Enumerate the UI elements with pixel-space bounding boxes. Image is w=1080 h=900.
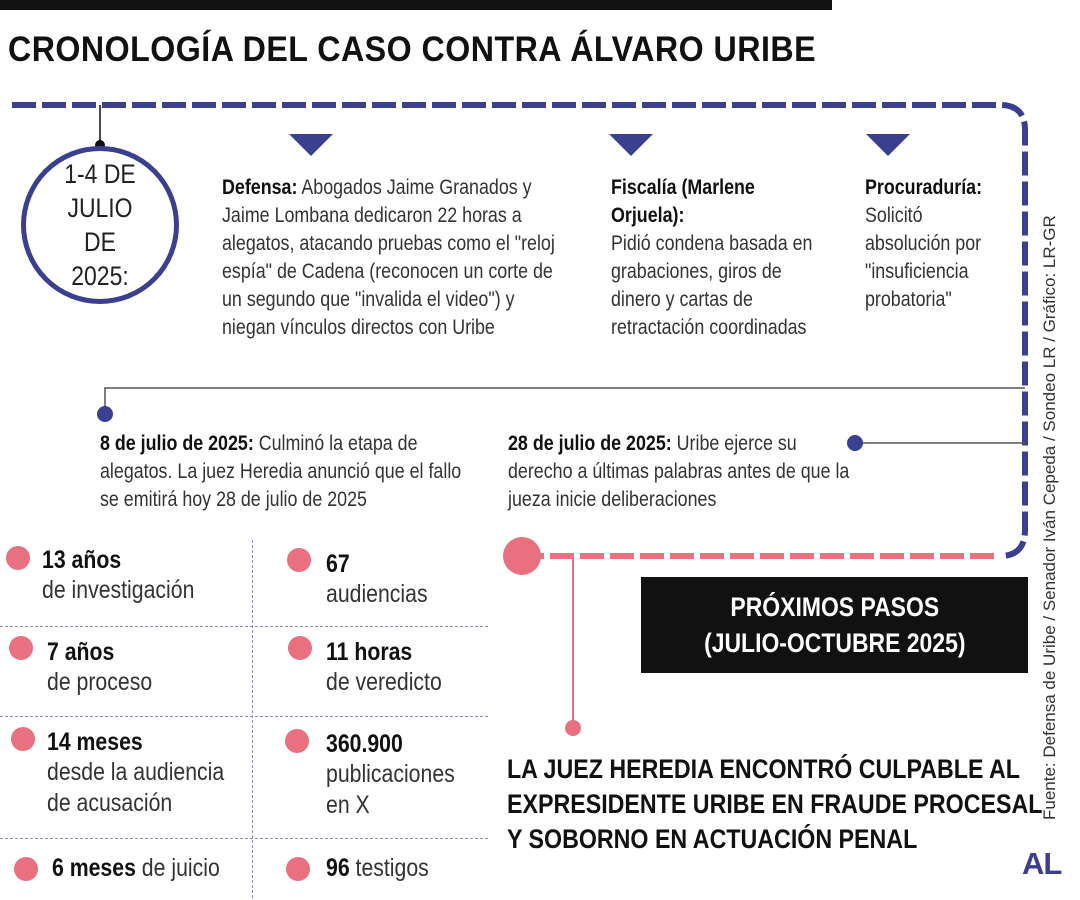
stat-6-meses xyxy=(52,853,220,884)
fiscalia-line: Pidió condena basada en xyxy=(611,232,813,255)
defensa-label: Defensa: xyxy=(222,176,298,199)
stat-67 xyxy=(326,550,428,610)
page-title: CRONOLOGÍA DEL CASO CONTRA ÁLVARO URIBE xyxy=(8,30,817,69)
stat-360900 xyxy=(326,730,455,821)
timeline-pink-node xyxy=(503,537,541,575)
defensa-block xyxy=(222,174,579,342)
pointer-triangle-defensa xyxy=(289,134,333,156)
verdict-line: LA JUEZ HEREDIA ENCONTRÓ CULPABLE AL xyxy=(507,754,1021,784)
stat-96 xyxy=(326,853,429,884)
fiscalia-block xyxy=(611,174,849,342)
stat-label: desde la audiencia xyxy=(47,758,225,786)
stats-divider xyxy=(0,716,488,717)
julio8-line: se emitirá hoy 28 de julio de 2025 xyxy=(100,488,367,511)
pointer-triangle-fiscalia xyxy=(609,134,653,156)
al-logo: AL xyxy=(1022,846,1062,881)
julio28-label: 28 de julio de 2025: xyxy=(508,432,672,455)
julio28-line: Uribe ejerce su xyxy=(671,432,797,455)
stat-14-meses xyxy=(47,728,224,819)
stat-label: publicaciones xyxy=(326,760,455,788)
verdict-headline xyxy=(507,752,1042,857)
verdict-line: Y SOBORNO EN ACTUACIÓN PENAL xyxy=(507,824,918,854)
defensa-line: alegatos, atacando pruebas como el "reloj xyxy=(222,232,555,255)
fiscalia-line: grabaciones, giros de xyxy=(611,260,782,283)
stat-bullet xyxy=(286,857,310,881)
stat-bullet xyxy=(9,636,33,660)
julio28-block xyxy=(508,430,857,514)
stats-divider-vertical xyxy=(252,540,253,898)
procuraduria-line: probatoria" xyxy=(865,288,952,311)
stat-label: de veredicto xyxy=(326,668,442,696)
stat-label: de proceso xyxy=(47,668,153,696)
stats-divider xyxy=(0,626,488,627)
verdict-pink-dot xyxy=(565,720,581,736)
source-credit: Fuente: Defensa de Uribe / Senador Iván Cepeda / Sondeo LR / Gráfico: LR-GR xyxy=(1040,215,1059,820)
verdict-line: EXPRESIDENTE URIBE EN FRAUDE PROCESAL xyxy=(507,789,1043,819)
stat-number: 14 meses xyxy=(47,728,143,756)
procuraduria-line: absolución por xyxy=(865,232,982,255)
stat-bullet xyxy=(285,729,309,753)
defensa-line: espía" de Cadena (reconocen un corte de xyxy=(222,260,553,283)
next-steps-box xyxy=(641,577,1028,673)
stat-bullet xyxy=(287,548,311,572)
fiscalia-line: retractación coordinadas xyxy=(611,316,807,339)
procuraduria-block xyxy=(865,174,1027,314)
stat-bullet xyxy=(11,727,35,751)
stat-label: testigos xyxy=(349,854,429,882)
fiscalia-label: Orjuela): xyxy=(611,204,685,227)
date-circle-line2: JULIO DE xyxy=(67,193,133,257)
stat-label: de juicio xyxy=(135,854,220,882)
next-steps-line2: (JULIO-OCTUBRE 2025) xyxy=(703,628,966,658)
date-circle-line3: 2025: xyxy=(71,261,129,291)
stat-bullet xyxy=(14,857,38,881)
stat-bullet xyxy=(6,546,30,570)
defensa-line: Abogados Jaime Granados y xyxy=(297,176,532,199)
stat-number: 96 xyxy=(326,854,350,882)
julio28-line: derecho a últimas palabras antes de que la xyxy=(508,460,850,483)
stat-label: de investigación xyxy=(42,576,195,604)
connector-8-julio xyxy=(105,388,1025,413)
stat-number: 67 xyxy=(326,550,350,578)
defensa-line: niegan vínculos directos con Uribe xyxy=(222,316,495,339)
procuraduria-label: Procuraduría: xyxy=(865,176,983,199)
next-steps-line1: PRÓXIMOS PASOS xyxy=(730,592,939,622)
stat-bullet xyxy=(288,636,312,660)
date-circle xyxy=(21,146,179,304)
julio28-line: jueza inicie deliberaciones xyxy=(508,488,717,511)
stat-label: de acusación xyxy=(47,789,173,817)
date-circle-line1: 1-4 DE xyxy=(64,159,136,189)
procuraduria-line: "insuficiencia xyxy=(865,260,969,283)
fiscalia-label: Fiscalía (Marlene xyxy=(611,176,755,199)
stats-divider xyxy=(0,838,488,839)
pointer-triangle-procuraduria xyxy=(866,134,910,156)
stat-7-anos xyxy=(47,638,152,698)
fiscalia-line: dinero y cartas de xyxy=(611,288,753,311)
stat-number: 360.900 xyxy=(326,730,403,758)
defensa-line: un segundo que "invalida el video") y xyxy=(222,288,515,311)
julio8-line: alegatos. La juez Heredia anunció que el fallo xyxy=(100,460,462,483)
julio8-line: Culminó la etapa de xyxy=(253,432,418,455)
timeline-dot-8-julio xyxy=(97,406,113,422)
stat-number: 6 meses xyxy=(52,854,136,882)
julio8-label: 8 de julio de 2025: xyxy=(100,432,254,455)
defensa-line: Jaime Lombana dedicaron 22 horas a xyxy=(222,204,522,227)
stat-label: audiencias xyxy=(326,580,428,608)
stat-label: en X xyxy=(326,791,370,819)
stat-11-horas xyxy=(326,638,442,698)
stat-number: 7 años xyxy=(47,638,115,666)
julio8-block xyxy=(100,430,483,514)
stat-number: 13 años xyxy=(42,546,122,574)
stat-number: 11 horas xyxy=(326,638,413,666)
stat-13-anos xyxy=(42,546,194,606)
procuraduria-line: Solicitó xyxy=(865,204,923,227)
